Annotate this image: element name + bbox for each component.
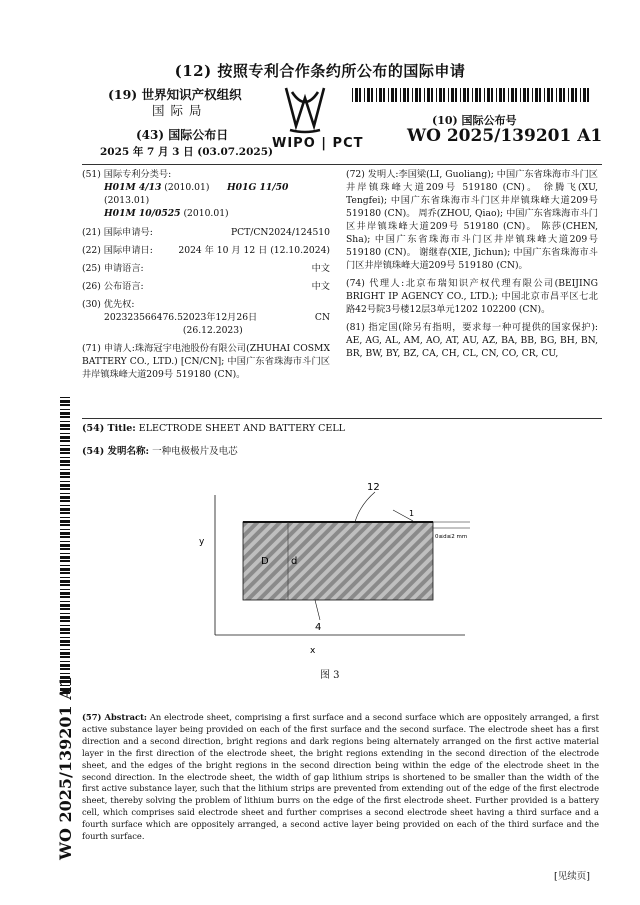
barcode-bar (60, 608, 70, 610)
document-title: (12) 按照专利合作条约所公布的国际申请 (174, 62, 466, 80)
abstract: (57) Abstract: An electrode sheet, comprising a first surface and a second surface which are oppositely arranged, a first active substance layer being provided on each of the first surface and the second surface. The electrode sheet has a first direction and a second direction, bright regions and dark regions being alternately arranged on the first active material layer in the first direction of the electrode sheet, the bright regions extending in the second direction of the electrode sheet, and the edges of the bright regions in the second direction being within the edge of the electrode sheet in the second direction. In the electrode sheet, the width of gap lithium strips is shortened to be smaller than the width of the first active substance layer, such that the lithium strips are prevented from extending out of the edge of the first electrode sheet, thereby solving the problem of lithium burrs on the edge of the first electrode sheet. Further provided is a battery cell, which comprises said electrode sheet and further comprises a second electrode sheet having a third surface and a fourth surface which are oppositely arranged, a second active layer being provided on each of the third surface and the fourth surface. (82, 712, 599, 842)
barcode-bar (371, 88, 373, 102)
barcode-bar (547, 88, 550, 102)
barcode-bar (60, 416, 70, 418)
electrode-sheet (243, 522, 433, 600)
barcode-bar (60, 457, 70, 458)
barcode-bar (487, 88, 490, 102)
barcode-bar (60, 448, 70, 451)
barcode-bar (60, 421, 70, 422)
label-y: y (199, 537, 205, 547)
barcode-bar (60, 572, 70, 574)
barcode-bar (415, 88, 418, 102)
barcode-bar (60, 524, 70, 526)
barcode-bar (451, 88, 454, 102)
bibliographic-right (346, 168, 598, 360)
continued-note: [见续页] (554, 871, 590, 882)
barcode-bar (539, 88, 541, 102)
label-4: 4 (315, 622, 322, 633)
barcode-bar (60, 512, 70, 514)
barcode-bar (60, 445, 70, 446)
pub-date: 2025 年 7 月 3 日 (03.07.2025) (100, 146, 273, 158)
barcode-bar (527, 88, 529, 102)
pub-number-label: (10) 国际公布号 (432, 114, 517, 127)
barcode-bar (455, 88, 457, 102)
label-12: 12 (367, 482, 380, 493)
divider (82, 164, 602, 165)
barcode-bar (60, 673, 70, 674)
side-pub-number: WO 2025/139201 A1 (56, 676, 75, 860)
barcode-bar (583, 88, 586, 102)
title-english: (54) Title: ELECTRODE SHEET AND BATTERY CELL (82, 423, 345, 434)
barcode-bar (479, 88, 481, 102)
dimension-label: 0≤d≤2 mm (435, 534, 468, 540)
barcode-bar (391, 88, 394, 102)
barcode-bar (400, 88, 401, 102)
barcode-bar (60, 496, 70, 499)
barcode-bar (484, 88, 485, 102)
barcode-bar (571, 88, 574, 102)
barcode-bar (60, 568, 70, 571)
barcode-bar (559, 88, 562, 102)
pub-date-label: (43) 国际公布日 (136, 128, 229, 142)
barcode-bar (60, 649, 70, 650)
barcode-bar (379, 88, 382, 102)
barcode-bar (460, 88, 461, 102)
barcode-bar (60, 452, 70, 454)
barcode-bar (60, 532, 70, 535)
barcode-bar (568, 88, 569, 102)
barcode-bar (60, 644, 70, 646)
barcode-bar (491, 88, 493, 102)
side-barcode (60, 397, 70, 697)
barcode-bar (60, 412, 70, 415)
barcode-bar (60, 481, 70, 482)
bibliographic-left (82, 168, 330, 381)
barcode-bar (463, 88, 466, 102)
barcode-bar (563, 88, 565, 102)
barcode-bar (352, 88, 353, 102)
barcode-bar (499, 88, 502, 102)
barcode-bar (575, 88, 577, 102)
barcode-bar (60, 592, 70, 595)
barcode-bar (60, 613, 70, 614)
figure-3-drawing (195, 480, 475, 660)
barcode-bar (60, 469, 70, 470)
barcode-bar (60, 625, 70, 626)
barcode-bar (60, 404, 70, 406)
barcode-bar (60, 589, 70, 590)
barcode-bar (60, 424, 70, 427)
barcode-bar (60, 640, 70, 643)
barcode-bar (60, 637, 70, 638)
barcode-bar (60, 656, 70, 658)
figure-caption: 图 3 (320, 670, 340, 681)
leader-12 (355, 492, 375, 522)
label-x: x (310, 646, 316, 656)
label-1: 1 (409, 509, 415, 518)
barcode-bar (523, 88, 526, 102)
org-name: (19) 世界知识产权组织 (108, 87, 242, 102)
barcode-bar (60, 596, 70, 598)
barcode-bar (472, 88, 473, 102)
barcode (352, 88, 592, 102)
barcode-bar (403, 88, 406, 102)
pub-number: WO 2025/139201 A1 (407, 126, 603, 146)
application-date: (22) 国际申请日: 2024 年 10 月 12 日 (12.10.2024) (82, 245, 330, 256)
barcode-bar (443, 88, 445, 102)
barcode-bar (60, 536, 70, 538)
priority-label: (30) 优先权: (82, 299, 135, 310)
label-d: d (291, 556, 298, 567)
barcode-bar (60, 488, 70, 490)
agent: (74) 代理人:北京布瑞知识产权代理有限公司(BEIJING BRIGHT IP AGENCY CO., LTD.); 中国北京市昌平区七北路42号院3号楼12层3单元1202 102200 (CN)。 (346, 278, 598, 315)
barcode-bar (60, 397, 70, 398)
barcode-bar (467, 88, 469, 102)
filing-language: (25) 申请语言: 中文 (82, 263, 330, 274)
barcode-bar (60, 565, 70, 566)
barcode-bar (556, 88, 557, 102)
barcode-bar (60, 664, 70, 667)
barcode-bar (60, 517, 70, 518)
barcode-bar (412, 88, 413, 102)
barcode-bar (60, 652, 70, 655)
barcode-bar (431, 88, 433, 102)
barcode-bar (496, 88, 497, 102)
barcode-bar (60, 604, 70, 607)
wipo-pct-logo-text: WIPO | PCT (272, 136, 364, 151)
barcode-bar (475, 88, 478, 102)
barcode-bar (427, 88, 430, 102)
barcode-bar (60, 436, 70, 439)
barcode-bar (60, 400, 70, 403)
barcode-bar (60, 541, 70, 542)
application-number: (21) 国际申请号: PCT/CN2024/124510 (82, 227, 330, 238)
barcode-bar (60, 584, 70, 586)
ipc-label: (51) 国际专利分类号: (82, 169, 172, 180)
barcode-bar (580, 88, 581, 102)
barcode-bar (535, 88, 538, 102)
barcode-bar (448, 88, 449, 102)
barcode-bar (439, 88, 442, 102)
leader-4 (315, 600, 320, 620)
barcode-bar (60, 508, 70, 511)
barcode-bar (60, 553, 70, 554)
barcode-bar (60, 529, 70, 530)
barcode-bar (60, 548, 70, 550)
barcode-bar (60, 616, 70, 619)
org-bureau: 国际局 (152, 103, 208, 118)
ipc-line-1: H01M 4/13 (2010.01) H01G 11/50 (2013.01) (104, 182, 289, 206)
barcode-bar (515, 88, 517, 102)
barcode-bar (544, 88, 545, 102)
priority-data: 202323566476.5 2023年12月26日 (26.12.2023) CN (104, 312, 330, 336)
barcode-bar (60, 433, 70, 434)
barcode-bar (436, 88, 437, 102)
wipo-logo-icon (284, 86, 326, 134)
divider (82, 418, 602, 419)
barcode-bar (60, 661, 70, 662)
barcode-bar (359, 88, 361, 102)
label-D: D (261, 556, 269, 567)
barcode-bar (388, 88, 389, 102)
barcode-bar (376, 88, 377, 102)
inventors: (72) 发明人:李国梁(LI, Guoliang); 中国广东省珠海市斗门区井岸镇珠峰大道209号 519180 (CN)。 徐腾飞(XU, Tengfei); 中国广东省珠海市斗门区井岸镇珠峰大道209号 519180 (CN)。 周乔(ZHOU, Qiao); 中国广东省珠海市斗门区井岸镇珠峰大道209号 519180 (CN)。 陈莎(CHEN, Sha); 中国广东省珠海市斗门区井岸镇珠峰大道209号 519180 (CN)。 谢继春(XIE, Jichun); 中国广东省珠海市斗门区井岸镇珠峰大道209号 519180 (CN)。 (346, 169, 598, 271)
barcode-bar (60, 472, 70, 475)
barcode-bar (395, 88, 397, 102)
barcode-bar (60, 628, 70, 631)
barcode-bar (60, 620, 70, 622)
barcode-bar (60, 460, 70, 463)
barcode-bar (60, 601, 70, 602)
barcode-bar (60, 544, 70, 547)
applicant: (71) 申请人:珠海冠宇电池股份有限公司(ZHUHAI COSMX BATTERY CO., LTD.) [CN/CN]; 中国广东省珠海市斗门区井岸镇珠峰大道209号 519180 (CN)。 (82, 343, 330, 380)
barcode-bar (60, 409, 70, 410)
barcode-bar (419, 88, 421, 102)
barcode-bar (60, 440, 70, 442)
barcode-bar (532, 88, 533, 102)
barcode-bar (60, 493, 70, 494)
barcode-bar (60, 428, 70, 430)
barcode-bar (364, 88, 365, 102)
barcode-bar (60, 580, 70, 583)
barcode-bar (383, 88, 385, 102)
barcode-bar (424, 88, 425, 102)
barcode-bar (520, 88, 521, 102)
barcode-bar (60, 668, 70, 670)
barcode-bar (508, 88, 509, 102)
barcode-bar (407, 88, 409, 102)
barcode-bar (551, 88, 553, 102)
barcode-bar (511, 88, 514, 102)
title-chinese: (54) 发明名称: 一种电极极片及电芯 (82, 446, 238, 457)
ipc-line-2: H01M 10/0525 (2010.01) (104, 208, 229, 219)
barcode-bar (587, 88, 589, 102)
barcode-bar (60, 520, 70, 523)
barcode-bar (60, 484, 70, 487)
barcode-bar (60, 505, 70, 506)
barcode-bar (503, 88, 505, 102)
barcode-bar (60, 556, 70, 559)
barcode-bar (60, 476, 70, 478)
barcode-bar (355, 88, 358, 102)
barcode-bar (60, 500, 70, 502)
designated-states: (81) 指定国(除另有指明，要求每一种可提供的国家保护): AE, AG, AL, AM, AO, AT, AU, AZ, BA, BB, BG, BH, BN, BR, BW, BY, BZ, CA, CH, CL, CN, CO, CR, CU, (346, 322, 598, 359)
barcode-bar (367, 88, 370, 102)
barcode-bar (60, 632, 70, 634)
barcode-bar (60, 560, 70, 562)
barcode-bar (60, 464, 70, 466)
publication-language: (26) 公布语言: 中文 (82, 281, 330, 292)
barcode-bar (60, 577, 70, 578)
